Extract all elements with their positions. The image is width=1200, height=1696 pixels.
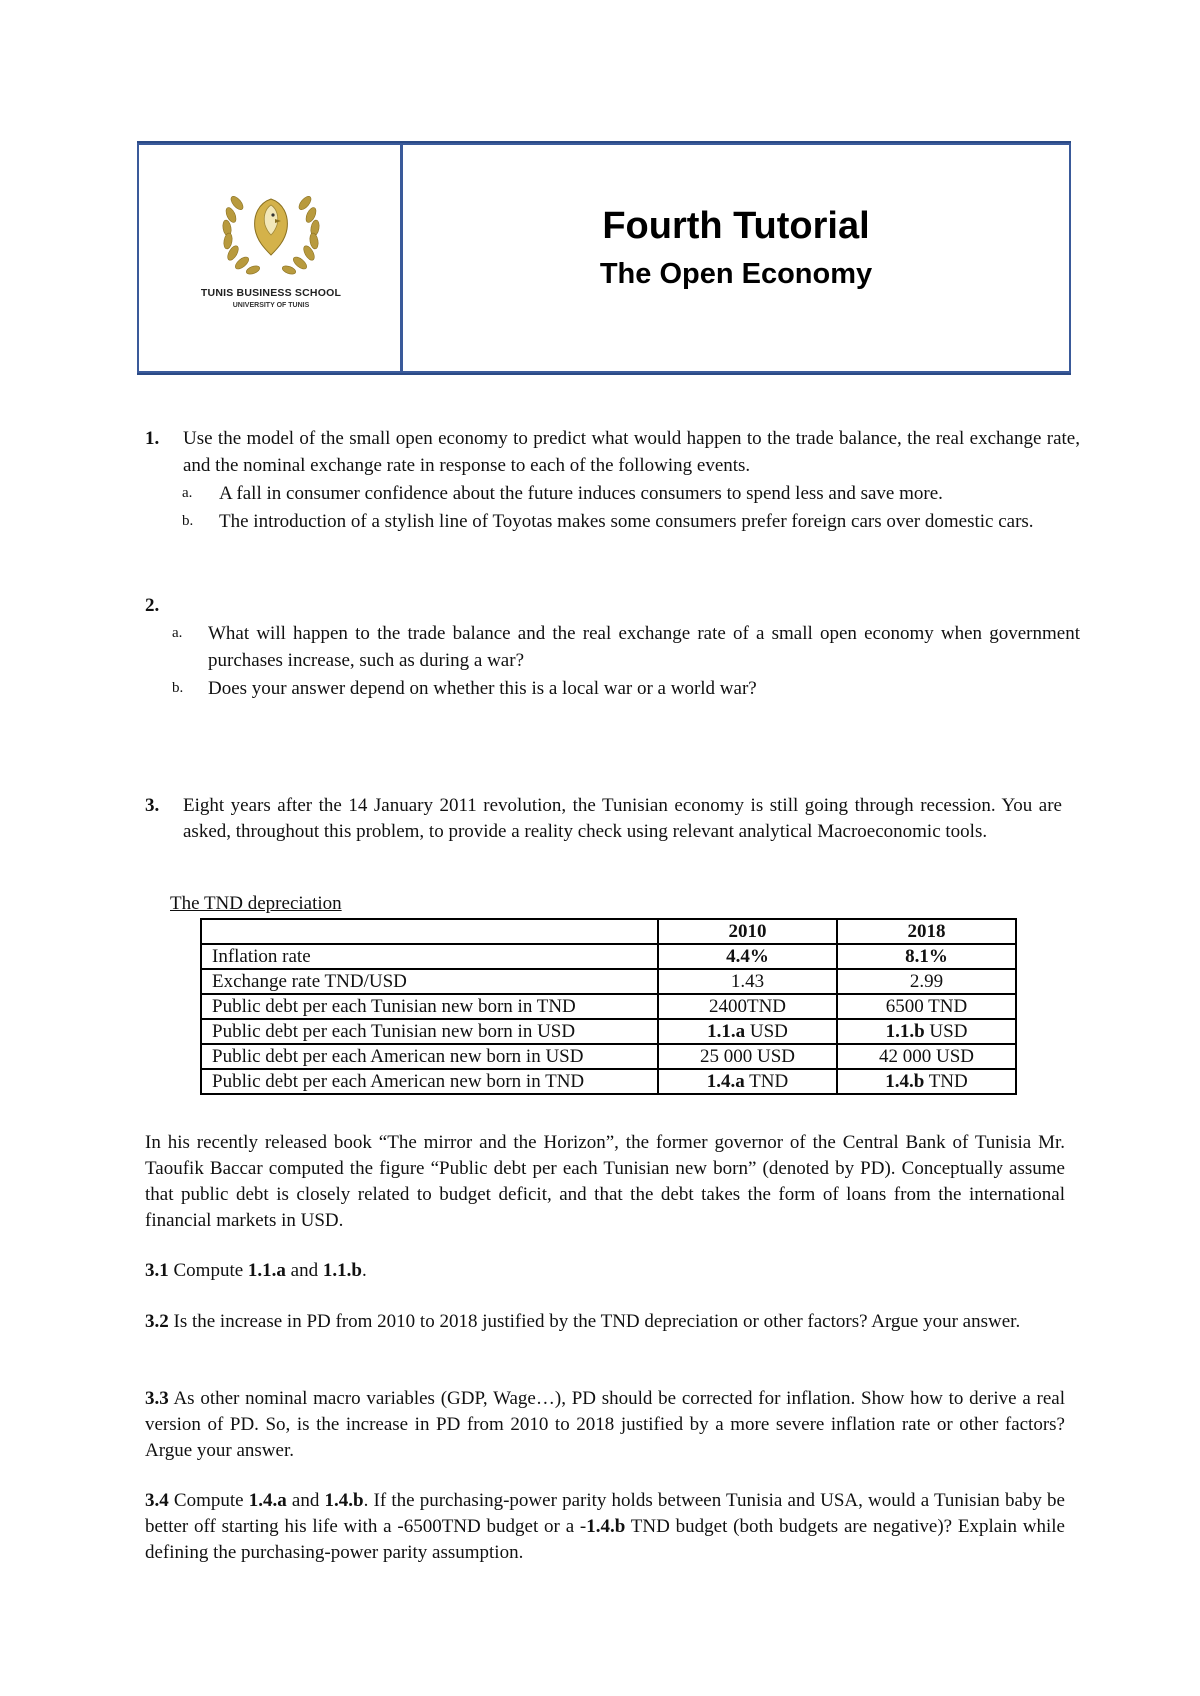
cell-2018 [837, 1019, 1016, 1044]
text: Compute [168, 1490, 249, 1511]
row-label: Public debt per each American new born in TND [201, 1069, 658, 1094]
sub-question-number: 3.1 [145, 1260, 169, 1281]
table-row [201, 969, 1016, 994]
cell-unit: TND [744, 1071, 789, 1092]
item-text: What will happen to the trade balance and the real exchange rate of a small open economy when government purchases increase, such as during a war? [208, 623, 1080, 671]
logo-subtitle: UNIVERSITY OF TUNIS [232, 302, 310, 309]
question-1a [182, 480, 1080, 507]
code: 1.1.a [247, 1260, 286, 1281]
cell-2018: 8.1% [837, 944, 1016, 969]
header-cell-2010: 2010 [658, 919, 837, 944]
table-caption: The TND depreciation [170, 893, 342, 914]
sub-question-number: 3.2 [145, 1311, 169, 1332]
question-text: Eight years after the 14 January 2011 revolution, the Tunisian economy is still going through recession. You are asked, throughout this problem, to provide a reality check using relevant analytical Macroeconomic tools. [183, 795, 1062, 842]
page-subtitle: The Open Economy [599, 258, 873, 290]
row-label: Exchange rate TND/USD [201, 969, 658, 994]
sub-question-number: 3.4 [145, 1490, 169, 1511]
intro-paragraph: In his recently released book “The mirror and the Horizon”, the former governor of the Central Bank of Tunisia Mr. Taoufik Baccar computed the figure “Public debt per each Tunisian new born” (denoted by PD). Conceptually assume that public debt is closely related to budget deficit, and that the debt takes the form of loans from the international financial markets in USD. [145, 1132, 1065, 1231]
header-cell-2018: 2018 [837, 919, 1016, 944]
tnd-depreciation-table [200, 918, 1017, 1095]
text: . [361, 1260, 367, 1281]
text: Is the increase in PD from 2010 to 2018 justified by the TND depreciation or other factors? Argue your answer. [168, 1311, 1021, 1332]
text: and [286, 1490, 325, 1511]
logo-name: TUNIS BUSINESS SCHOOL [200, 287, 342, 299]
header-box [137, 143, 1071, 373]
item-label: b. [172, 680, 184, 696]
tunis-business-school-logo-icon [209, 185, 333, 285]
text: and [285, 1260, 323, 1281]
code: 1.4.b [324, 1490, 364, 1511]
table-row [201, 1069, 1016, 1094]
table-row [201, 944, 1016, 969]
item-label: a. [182, 485, 193, 501]
question-number: 3. [145, 795, 160, 816]
table-row [201, 994, 1016, 1019]
text: As other nominal macro variables (GDP, Wage…), PD should be corrected for inflation. Show how to derive a real version of PD. So, is the increase in PD from 2010 to 2018 justified by a more severe inflation rate or other factors? Argue your answer. [145, 1388, 1065, 1461]
cell-2018 [837, 1069, 1016, 1094]
cell-code: 1.4.b [885, 1071, 925, 1092]
cell-2010: 1.43 [658, 969, 837, 994]
text: Compute [168, 1260, 248, 1281]
item-text: A fall in consumer confidence about the future induces consumers to spend less and save more. [219, 483, 943, 504]
row-label: Public debt per each Tunisian new born in USD [201, 1019, 658, 1044]
item-text: Does your answer depend on whether this is a local war or a world war? [208, 678, 757, 699]
logo-cell [139, 145, 403, 371]
sub-question-number: 3.3 [145, 1388, 169, 1409]
row-label: Public debt per each American new born in USD [201, 1044, 658, 1069]
cell-code: 1.1.b [885, 1021, 925, 1042]
question-2b [172, 675, 1080, 702]
code: 1.1.b [322, 1260, 362, 1281]
cell-code: 1.4.a [706, 1071, 745, 1092]
table-row [201, 1044, 1016, 1069]
cell-2018: 6500 TND [837, 994, 1016, 1019]
code: 1.4.a [248, 1490, 287, 1511]
row-label: Inflation rate [201, 944, 658, 969]
question-3-2 [145, 1309, 1065, 1335]
cell-2018: 42 000 USD [837, 1044, 1016, 1069]
item-label: b. [182, 513, 194, 529]
table-header-row [201, 919, 1016, 944]
question-3-1 [145, 1258, 1065, 1284]
cell-2010: 25 000 USD [658, 1044, 837, 1069]
question-text: Use the model of the small open economy to predict what would happen to the trade balance, the real exchange rate, and the nominal exchange rate in response to each of the following events. [183, 428, 1080, 476]
header-cell [201, 919, 658, 944]
cell-2010 [658, 1019, 837, 1044]
item-label: a. [172, 625, 183, 641]
question-2a [172, 620, 1080, 674]
question-3-3 [145, 1386, 1065, 1464]
text: TND budget (both budgets are negative)? Explain while defining the purchasing-power parity assumption. [145, 1516, 1065, 1563]
cell-code: 1.1.a [707, 1021, 746, 1042]
question-number: 1. [145, 428, 160, 449]
code: 1.4.b [586, 1516, 626, 1537]
cell-2010: 2400TND [658, 994, 837, 1019]
cell-2010 [658, 1069, 837, 1094]
cell-2010: 4.4% [658, 944, 837, 969]
cell-2018: 2.99 [837, 969, 1016, 994]
row-label: Public debt per each Tunisian new born in TND [201, 994, 658, 1019]
cell-unit: USD [745, 1021, 788, 1042]
question-3 [145, 793, 1062, 845]
text: . If the purchasing-power parity holds between Tunisia and USA, would a Tunisian baby be better off starting his life with a -6500TND budget or a - [145, 1490, 1065, 1537]
item-text: The introduction of a stylish line of Toyotas makes some consumers prefer foreign cars over domestic cars. [219, 511, 1034, 532]
table-row [201, 1019, 1016, 1044]
page-title: Fourth Tutorial [602, 205, 870, 247]
question-3-4 [145, 1488, 1065, 1566]
question-1 [145, 425, 1080, 479]
question-number: 2. [145, 595, 160, 616]
cell-unit: TND [924, 1071, 968, 1092]
question-1b [182, 508, 1080, 535]
cell-unit: USD [924, 1021, 968, 1042]
